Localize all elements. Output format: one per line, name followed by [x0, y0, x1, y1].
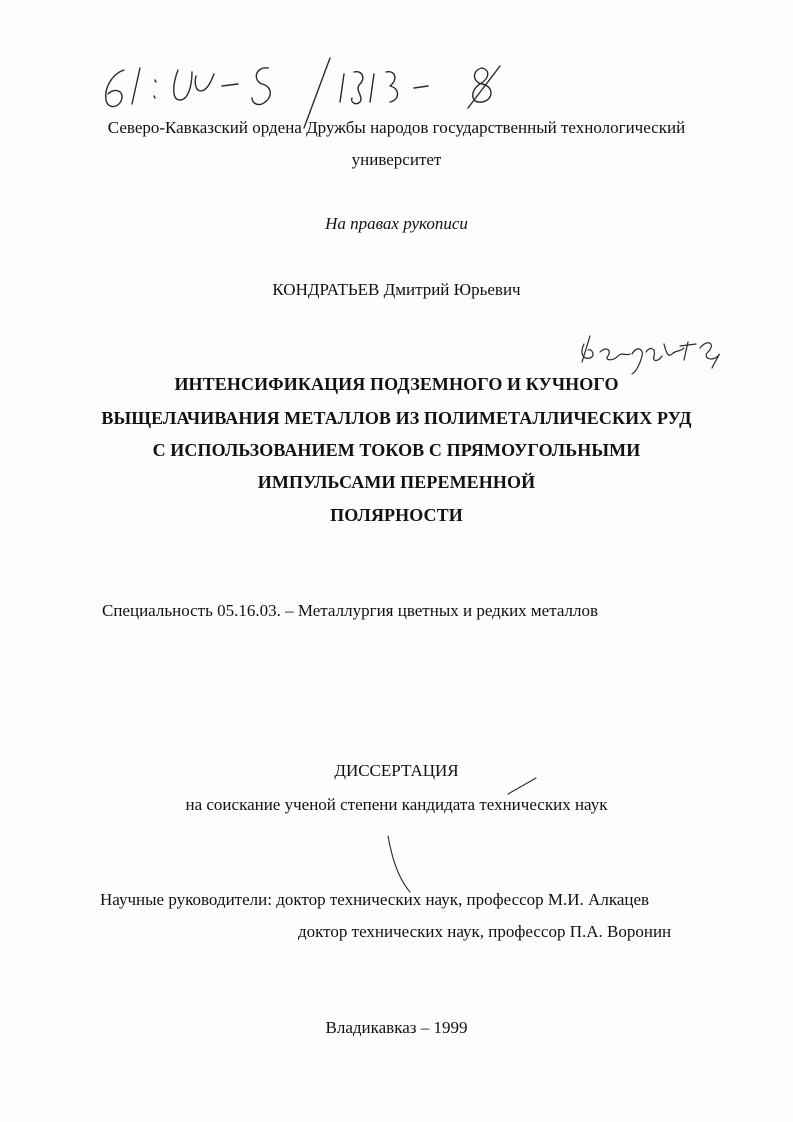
- supervisors-line-1: Научные руководители: доктор технических наук, профессор М.И. Алкацев: [100, 890, 650, 909]
- university-name-line-2: университет: [351, 150, 442, 169]
- degree-line: на соискание ученой степени кандидата технических наук: [185, 795, 608, 814]
- dissertation-title-line-1: ИНТЕНСИФИКАЦИЯ ПОДЗЕМНОГО И КУЧНОГО: [174, 374, 619, 394]
- dissertation-title-line-4: ИМПУЛЬСАМИ ПЕРЕМЕННОЙ: [257, 472, 536, 492]
- university-name-line-1: Северо-Кавказский ордена Дружбы народов государственный технологический: [107, 118, 686, 137]
- dissertation-title-line-2: ВЫЩЕЛАЧИВАНИЯ МЕТАЛЛОВ ИЗ ПОЛИМЕТАЛЛИЧЕСКИХ РУД: [101, 408, 692, 428]
- handwritten-signature: [582, 336, 719, 374]
- document-type-heading: ДИССЕРТАЦИЯ: [334, 761, 459, 780]
- dissertation-title-line-3: С ИСПОЛЬЗОВАНИЕМ ТОКОВ С ПРЯМОУГОЛЬНЫМИ: [152, 440, 641, 460]
- city-year: Владикавказ – 1999: [325, 1018, 468, 1037]
- supervisors-line-2: доктор технических наук, профессор П.А. Воронин: [298, 922, 672, 941]
- specialty-line: Специальность 05.16.03. – Металлургия цветных и редких металлов: [102, 601, 599, 620]
- dissertation-title-line-5: ПОЛЯРНОСТИ: [330, 505, 463, 525]
- manuscript-rights-label: На правах рукописи: [325, 214, 468, 233]
- author-name: КОНДРАТЬЕВ Дмитрий Юрьевич: [272, 280, 521, 299]
